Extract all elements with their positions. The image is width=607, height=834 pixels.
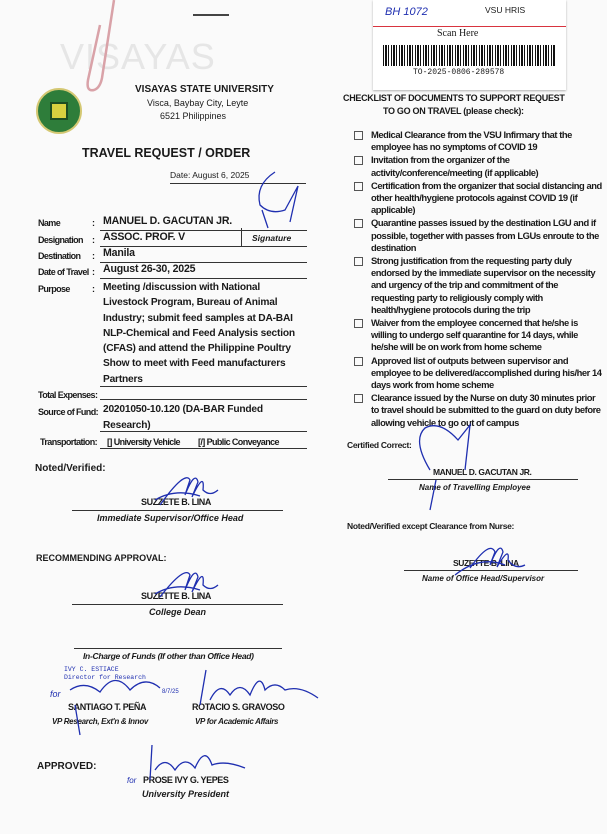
checklist-item: Quarantine passes issued by the destination LGU and if possible, together with passes from LGUs enroute to the destination [347,217,603,254]
supervisor-name: SUZZETE B. LINA [141,497,211,507]
barcode-number: TO-2025-0806-289578 [413,68,505,77]
university-seal-icon [36,88,82,134]
checklist-item: Waiver from the employee concerned that he/she is willing to undergo self quarantine for 14 days, while he/she will be on work from home scheme [347,317,603,354]
for-prefix: for [50,689,61,699]
funds-annotation-date: 8/7/25 [162,689,179,695]
university-address-zip: 6521 Philippines [160,111,227,121]
checkbox[interactable] [354,394,363,403]
staple-mark [193,14,229,16]
source-of-fund-value: 20201050-10.120 (DA-BAR Funded Research) [103,404,263,431]
dean-name: SUZETTE B. LINA [141,591,211,601]
office-head-name: SUZETTE B. LINA [453,557,519,568]
purpose-label: Purpose [38,284,70,294]
checkbox[interactable] [354,357,363,366]
checkbox[interactable] [354,131,363,140]
checkbox[interactable] [354,219,363,228]
checklist-item: Approved list of outputs between supervisor and employee to be delivered/accomplished during his/her 14 days work from home scheme [347,355,603,392]
colon: : [92,284,95,294]
date-of-travel-value: August 26-30, 2025 [103,263,196,275]
vp-academic-name: ROTACIO S. GRAVOSO [192,702,285,712]
date-of-travel-label: Date of Travel [38,267,89,277]
president-name: PROSE IVY G. YEPES [143,775,229,785]
purpose-value: Meeting /discussion with National Livestock Program, Bureau of Animal Industry; submit feed samples at DA-BAI NLP-Chemical and Feed Analysis section (CFAS) and attend the Philippine Poultry Show to meet with Feed manufacturers Partners [103,282,295,385]
checklist-item: Clearance issued by the Nurse on duty 30 minutes prior to travel should be submitted to the guard on duty before allowing vehicle to go out of campus [347,392,603,429]
colon: : [92,218,95,228]
source-of-fund-label: Source of Fund: [38,407,98,417]
checklist-item: Medical Clearance from the VSU Infirmary that the employee has no symptoms of COVID 19 [347,129,603,153]
funds-annotation: IVY C. ESTIACE Director for Research [64,666,146,681]
sticker-rule [373,26,566,27]
colon: : [92,251,95,261]
checklist-item: Invitation from the organizer of the activity/conference/meeting (if applicable) [347,154,603,178]
university-address: Visca, Baybay City, Leyte [147,98,249,108]
checklist-item: Certification from the organizer that social distancing and other health/hygiene protocols against COVID 19 (if applicable) [347,180,603,217]
approved-label: APPROVED: [37,761,97,772]
transport-university-vehicle[interactable]: [] University Vehicle [107,437,180,447]
funds-label: In-Charge of Funds (If other than Office Head) [83,651,254,661]
hris-sticker [373,0,566,90]
dean-title: College Dean [149,607,207,617]
vp-research-title: VP Research, Ext'n & Innov [52,717,149,726]
office-head-title: Name of Office Head/Supervisor [422,573,545,583]
vp-academic-title: VP for Academic Affairs [195,717,279,726]
barcode[interactable] [383,45,556,66]
destination-value: Manila [103,247,135,259]
form-title: TRAVEL REQUEST / ORDER [82,146,251,160]
transportation-label: Transportation: [40,437,98,447]
destination-label: Destination [38,251,81,261]
checkbox[interactable] [354,257,363,266]
checkbox[interactable] [354,156,363,165]
system-label: VSU HRIS [485,5,526,15]
total-expenses-line [100,399,307,400]
noted-except-label: Noted/Verified except Clearance from Nurse: [347,520,515,531]
certified-label: Certified Correct: [347,439,412,450]
checkbox[interactable] [354,182,363,191]
watermark: VISAYAS [60,36,216,77]
scan-label: Scan Here [437,28,479,39]
checklist-item: Strong justification from the requesting party duly endorsed by the immediate supervisor on the necessity and urgency of the trip and commitment of the requesting party to religiously comply with health/hygiene protocols during the trip [347,255,603,316]
president-title: University President [142,789,230,799]
designation-label: Designation [38,235,83,245]
name-label: Name [38,218,61,228]
checkbox[interactable] [354,319,363,328]
total-expenses-label: Total Expenses: [38,390,98,400]
right-column [347,129,603,584]
checklist-title: CHECKLIST OF DOCUMENTS TO SUPPORT REQUEST [343,93,565,103]
handwritten-code: BH 1072 [385,6,428,18]
transport-public-conveyance[interactable]: [/] Public Conveyance [198,437,279,447]
checklist-subtitle: TO GO ON TRAVEL (please check): [383,106,524,116]
employee-name: MANUEL D. GACUTAN JR. [433,466,532,477]
employee-title: Name of Travelling Employee [419,482,531,492]
form-date: Date: August 6, 2025 [170,170,250,180]
date-underline [170,183,306,184]
for-prefix-president: for [127,776,137,785]
noted-label: Noted/Verified: [35,463,106,474]
signature-label: Signature [252,233,292,243]
colon: : [92,235,95,245]
colon: : [92,267,95,277]
vp-research-name: SANTIAGO T. PEÑA [68,702,147,712]
recommending-label: RECOMMENDING APPROVAL: [36,553,167,563]
university-name: VISAYAS STATE UNIVERSITY [135,84,274,95]
name-value: MANUEL D. GACUTAN JR. [103,215,233,227]
designation-value: ASSOC. PROF. V [103,231,185,243]
supervisor-title: Immediate Supervisor/Office Head [97,513,244,523]
